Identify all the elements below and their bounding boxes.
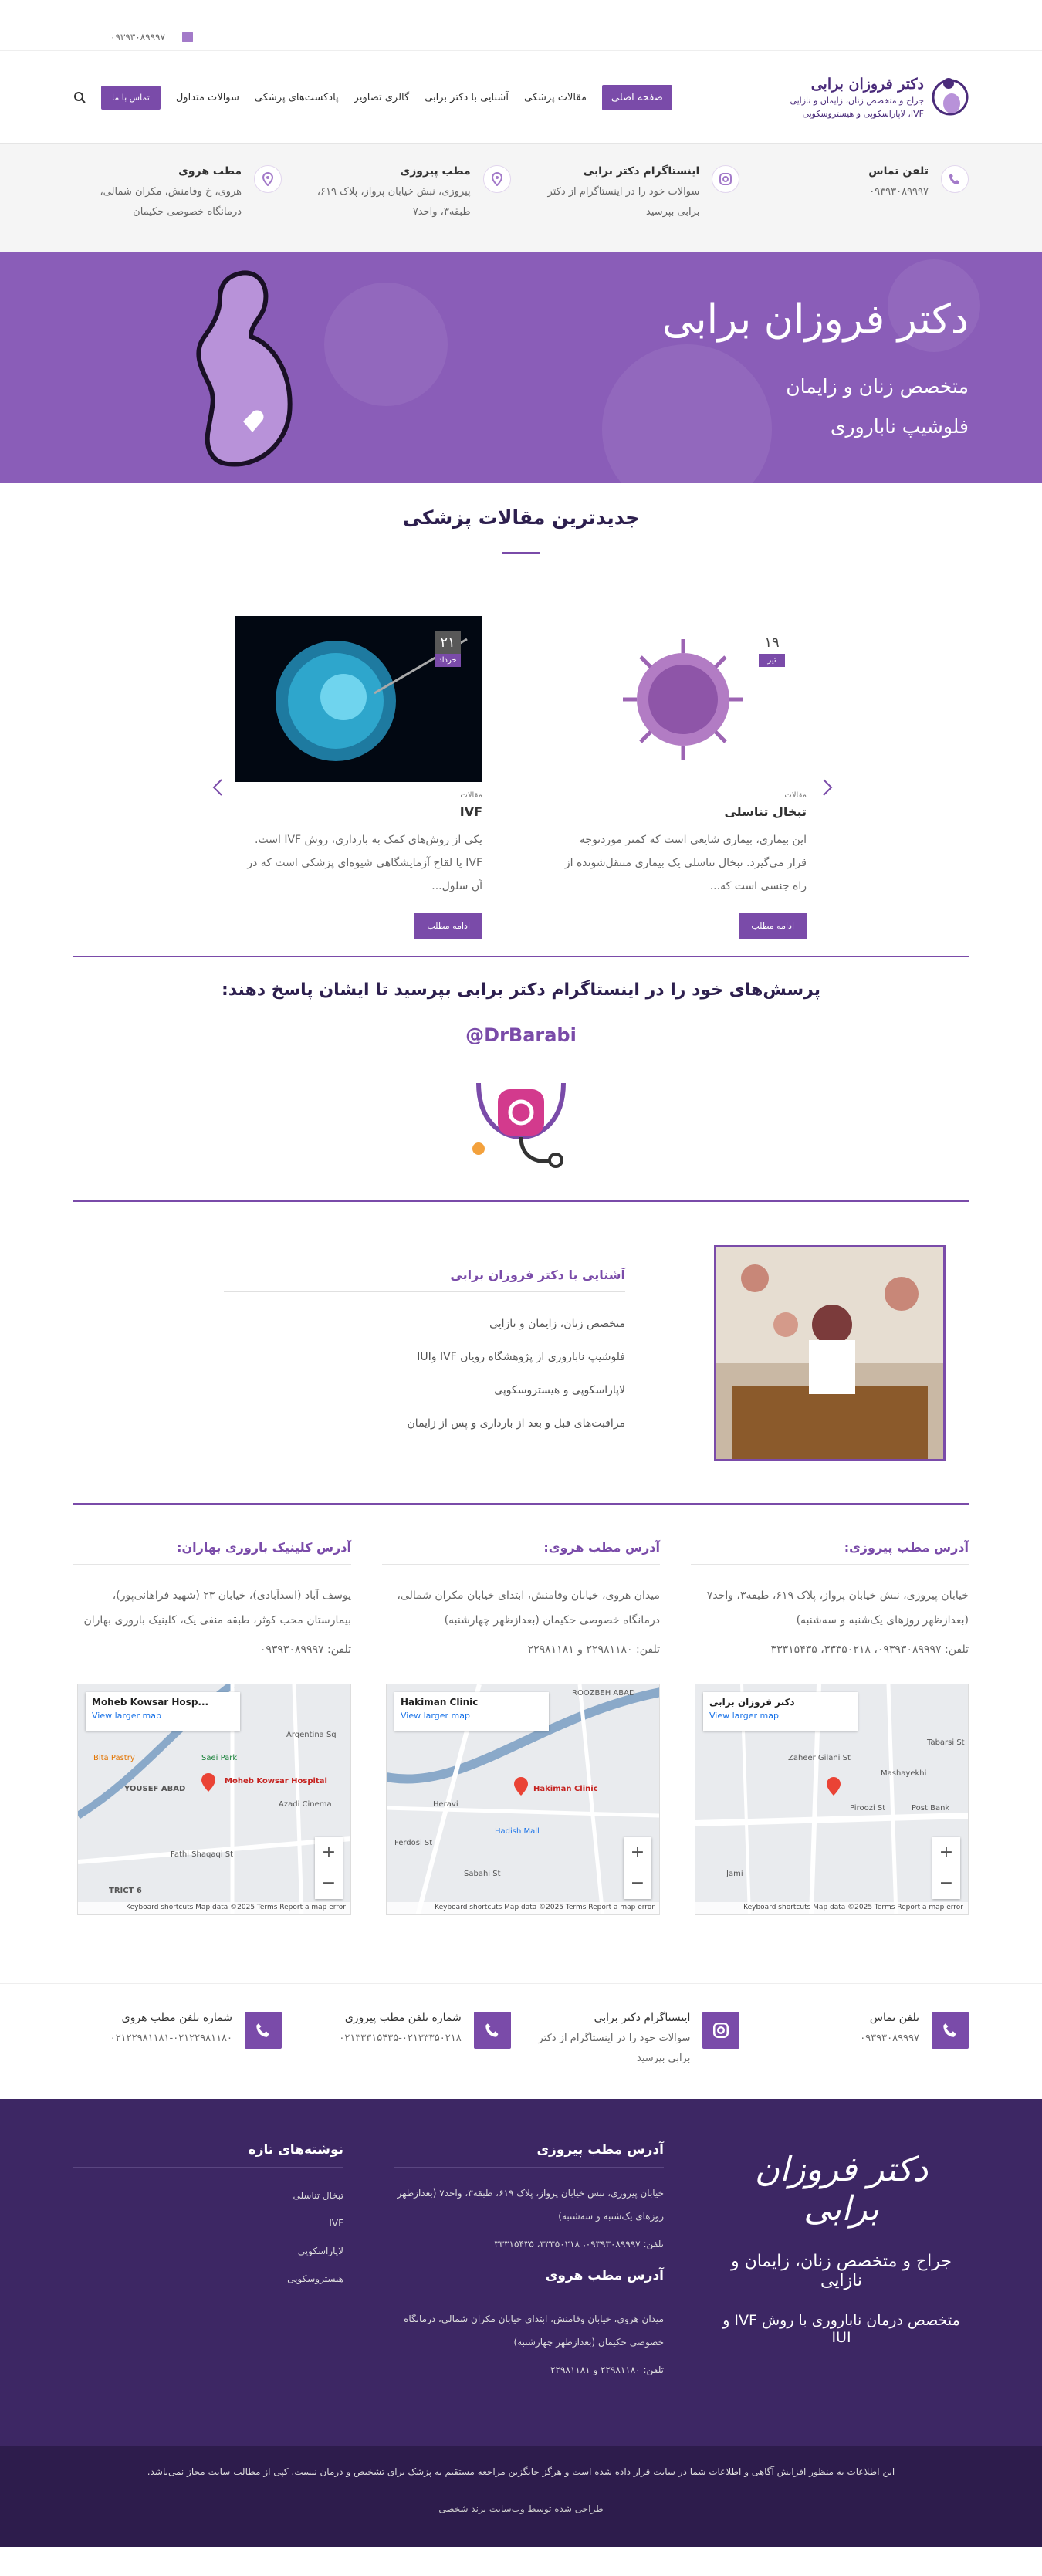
article-category[interactable]: مقالات (460, 791, 482, 800)
map-label: Jami (726, 1870, 743, 1878)
article-excerpt: این بیماری، بیماری شایعی است که کمتر موردتوجه قرار می‌گیرد. تبخال تناسلی یک بیماری منتقل‌شونده از راه جنسی است که... (564, 834, 807, 892)
zoom-out-icon[interactable]: − (321, 1874, 337, 1893)
site-header (0, 51, 1042, 144)
info-title: اینستاگرام دکتر برابی (583, 165, 700, 178)
read-more-button[interactable]: ادامه مطلب (739, 913, 807, 939)
hero-banner (0, 252, 1042, 483)
contact-desc: ۰۲۱۲۲۹۸۱۱۸۱-۰۲۱۲۲۹۸۱۱۸۰ (110, 2033, 233, 2044)
article-excerpt: یکی از روش‌های کمک به بارداری، روش IVF است. IVF یا لقاح آزمایشگاهی شیوه‌ای پزشکی است که در آن سلول... (247, 834, 482, 892)
info-heravi[interactable] (73, 165, 282, 222)
location-icon (254, 165, 282, 193)
article-card (560, 616, 807, 939)
info-desc: سوالات خود را در اینستاگرام از دکتر برابی بپرسید (547, 186, 700, 218)
copyright-bar (0, 2446, 1042, 2547)
pregnant-woman-illustration (166, 259, 320, 476)
about-list (224, 1308, 625, 1440)
contact-title: اینستاگرام دکتر برابی (594, 2012, 691, 2024)
map-label: Bita Pastry (93, 1754, 135, 1762)
map-label: Argentina Sq (286, 1731, 337, 1739)
virus-image[interactable] (560, 616, 807, 782)
map-zoom-controls[interactable] (932, 1837, 960, 1899)
phone-icon (182, 32, 193, 42)
view-larger-map-link[interactable]: View larger map (709, 1711, 779, 1721)
map-label: Ferdosi St (394, 1839, 433, 1847)
recent-post-link[interactable]: تبخال تناسلی (293, 2190, 343, 2201)
map-zoom-controls[interactable] (315, 1837, 343, 1899)
about-item: متخصص زنان، زایمان و نازایی (224, 1308, 625, 1341)
site-logo[interactable] (768, 69, 969, 125)
map-place-title: Hakiman Clinic (401, 1697, 479, 1708)
map-pin-icon[interactable] (201, 1773, 215, 1792)
pregnant-woman-logo-icon (932, 69, 969, 125)
map-label: Fathi Shaqaqi St (171, 1850, 234, 1859)
info-title: مطب هروی (178, 165, 242, 178)
info-desc: هروی، خ وفامنش، مکران شمالی، درمانگاه خصوصی حکیمان (100, 186, 242, 218)
map-footer: Keyboard shortcuts Map data ©2025 Terms Report a map error (387, 1902, 659, 1914)
zoom-in-icon[interactable]: + (321, 1843, 337, 1862)
article-date (435, 631, 461, 667)
info-title: مطب پیروزی (400, 165, 471, 178)
doctor-photo (714, 1245, 946, 1461)
map-footer: Keyboard shortcuts Map data ©2025 Terms Report a map error (78, 1902, 350, 1914)
nav-about[interactable]: آشنایی با دکتر برابی (425, 91, 509, 103)
recent-post-link[interactable]: IVF (329, 2218, 343, 2229)
contact-desc: ۰۹۳۹۳۰۸۹۹۹۷ (860, 2033, 919, 2044)
map-embed[interactable] (386, 1684, 660, 1915)
disclaimer-text: این اطلاعات به منظور افزایش آگاهی و اطلاعات شما در سایت قرار داده شده است و هرگز جایگزین مراجعه مستقیم به پزشک برای تشخیص و درمان نیست. کپی از مطالب سایت مجاز نمی‌باشد. (147, 2466, 895, 2477)
footer-logo-text: دکتر فروزان برابی (754, 2150, 929, 2229)
map-label: Hadish Mall (495, 1827, 540, 1836)
footer-address: میدان هروی، خیابان وفامنش، ابتدای خیابان مکران شمالی، درمانگاه خصوصی حکیمان (بعدازظهر چهارشنبه) (404, 2314, 664, 2348)
about-item: لاپاراسکوپی و هیستروسکوپی (224, 1374, 625, 1407)
phone-icon (932, 2012, 969, 2049)
contact-instagram[interactable] (531, 2012, 739, 2069)
contact-phone[interactable] (760, 2012, 969, 2069)
about-item: مراقبت‌های قبل و بعد از بارداری و پس از زایمان (224, 1407, 625, 1440)
footer-address: خیابان پیروزی، نبش خیابان پرواز، پلاک ۶۱۹، طبقه۳، واحد۷ (بعدازظهر روزهای یک‌شنبه و سه‌شنبه) (397, 2188, 664, 2222)
nav-home[interactable]: صفحه اصلی (602, 85, 672, 110)
nav-articles[interactable]: مقالات پزشکی (523, 91, 587, 103)
info-instagram[interactable] (531, 165, 739, 222)
map-place-title: دکتر فروزان برابی (709, 1697, 795, 1708)
nav-faq[interactable]: سوالات متداول (175, 91, 239, 103)
address-body: یوسف آباد (اسدآبادی)، خیابان ۲۳ (شهید فراهانی‌پور)، بیمارستان محب کوثر، طبقه منفی یک، کلینیک باروری بهاران (83, 1589, 351, 1627)
phone-icon (941, 165, 969, 193)
footer-tel: تلفن: ۲۲۹۸۱۱۸۰ و ۲۲۹۸۱۱۸۱ (550, 2364, 664, 2375)
map-label: Zaheer Gilani St (788, 1754, 851, 1762)
address-body: خیابان پیروزی، نبش خیابان پرواز، پلاک ۶۱۹، طبقه۳، واحد۷ (بعدازظهر روزهای یک‌شنبه و سه‌شنبه) (706, 1589, 969, 1627)
search-icon[interactable] (73, 91, 86, 103)
date-day: ۲۱ (435, 631, 461, 654)
contact-title: شماره تلفن مطب پیروزی (344, 2012, 462, 2024)
footer-addresses (394, 2142, 664, 2394)
phone-icon (245, 2012, 282, 2049)
address-tel: تلفن: ۰۹۳۹۳۰۸۹۹۹۷، ۳۳۳۵۰۲۱۸، ۳۳۳۱۵۴۳۵ (770, 1643, 969, 1656)
instagram-section (0, 957, 1042, 1200)
top-bar (0, 22, 1042, 51)
instagram-icon (702, 2012, 739, 2049)
contact-us-button[interactable]: تماس با ما (101, 86, 161, 110)
address-heravi (382, 1540, 660, 1983)
map-place-title: Moheb Kowsar Hosp... (92, 1697, 209, 1708)
map-label: Mashayekhi (881, 1769, 927, 1778)
map-label: YOUSEF ABAD (124, 1785, 186, 1793)
view-larger-map-link[interactable]: View larger map (92, 1711, 161, 1721)
instagram-question: پرسش‌های خود را در اینستاگرام دکتر برابی بپرسید تا ایشان پاسخ دهند: (221, 980, 821, 1000)
map-label: Post Bank (912, 1804, 950, 1813)
hero-subtitle-2: فلوشیپ ناباروری (830, 415, 969, 438)
instagram-icon (712, 165, 739, 193)
map-label: Piroozi St (850, 1804, 886, 1813)
recent-post-link[interactable]: هیستروسکوپی (287, 2273, 343, 2284)
footer-col-title: نوشته‌های تازه (73, 2142, 343, 2168)
date-month: تیر (759, 654, 785, 667)
article-date (759, 631, 785, 667)
read-more-button[interactable]: ادامه مطلب (414, 913, 482, 939)
chevron-right-icon[interactable] (820, 778, 833, 797)
addresses-section (0, 1505, 1042, 1983)
contact-piroozi-phone[interactable] (303, 2012, 511, 2069)
article-title[interactable]: IVF (459, 804, 482, 819)
contact-title: شماره تلفن مطب هروی (121, 2012, 233, 2024)
map-label: TRICT 6 (109, 1887, 142, 1895)
info-desc: پیروزی، نبش خیابان پرواز، پلاک ۶۱۹، طبقه۳، واحد۷ (316, 186, 471, 218)
footer-tagline-2: متخصص درمان ناباروری با روش IVF و IUI (722, 2312, 960, 2346)
address-body: میدان هروی، خیابان وفامنش، ابتدای خیابان مکران شمالی، درمانگاه خصوصی حکیمان (بعدازظهر چهارشنبه) (397, 1589, 660, 1627)
instagram-stethoscope-icon[interactable] (455, 1068, 587, 1176)
contact-desc: ۰۲۱۳۳۳۱۵۴۳۵-۰۲۱۳۳۳۵۰۲۱۸ (339, 2033, 462, 2044)
articles-section (0, 483, 1042, 956)
map-label: Heravi (433, 1800, 458, 1809)
footer-logo (714, 2142, 969, 2394)
map-label: ROOZBEH ABAD (572, 1689, 635, 1698)
title-divider (502, 552, 540, 554)
logo-title: دکتر فروزان برابی (810, 76, 924, 93)
contact-strip (0, 1983, 1042, 2099)
logo-subtitle: جراح و متخصص زنان، زایمان و نازایی (790, 96, 924, 106)
about-item: فلوشیپ ناباروری از پژوهشگاه رویان IVF وIUI (224, 1341, 625, 1374)
address-title: آدرس مطب هروی: (382, 1540, 660, 1565)
address-title: آدرس کلینیک باروری بهاران: (73, 1540, 351, 1565)
main-nav (73, 85, 672, 110)
about-text (224, 1268, 625, 1440)
site-footer (0, 2099, 1042, 2446)
article-title[interactable]: تبخال تناسلی (724, 804, 807, 819)
date-day: ۱۹ (764, 635, 780, 651)
topbar-phone-number: ۰۹۳۹۳۰۸۹۹۹۷ (110, 32, 165, 42)
instagram-handle[interactable]: @DrBarabi (465, 1024, 577, 1046)
map-info-card (394, 1692, 549, 1731)
info-phone[interactable] (760, 165, 969, 222)
map-embed[interactable] (695, 1684, 969, 1915)
contact-title: تلفن تماس (869, 2012, 919, 2024)
location-icon (483, 165, 511, 193)
info-piroozi[interactable] (303, 165, 511, 222)
footer-tel: تلفن: ۰۹۳۹۳۰۸۹۹۹۷، ۳۳۳۵۰۲۱۸، ۳۳۳۱۵۴۳۵ (494, 2239, 664, 2249)
page-bottom (0, 2547, 1042, 2576)
map-label: Hakiman Clinic (533, 1785, 598, 1793)
nav-podcasts[interactable]: پادکست‌های پزشکی (254, 91, 339, 103)
designer-credit[interactable]: طراحی شده توسط وب‌سایت برند شخصی (438, 2503, 604, 2514)
address-tel: تلفن: ۲۲۹۸۱۱۸۰ و ۲۲۹۸۱۱۸۱ (527, 1643, 660, 1656)
address-tel: تلفن: ۰۹۳۹۳۰۸۹۹۹۷ (259, 1643, 351, 1656)
phone-icon (474, 2012, 511, 2049)
zoom-out-icon[interactable]: − (939, 1874, 954, 1893)
map-label: Azadi Cinema (279, 1800, 332, 1809)
map-zoom-controls[interactable] (624, 1837, 651, 1899)
map-pin-icon[interactable] (827, 1777, 841, 1796)
map-pin-icon[interactable] (514, 1777, 528, 1796)
article-card (235, 616, 482, 939)
footer-col-title: آدرس مطب پیروزی (394, 2142, 664, 2168)
nav-gallery[interactable]: گالری تصاویر (354, 91, 410, 103)
footer-col-title: آدرس مطب هروی (394, 2268, 664, 2293)
info-strip (0, 144, 1042, 252)
map-footer: Keyboard shortcuts Map data ©2025 Terms Report a map error (695, 1902, 968, 1914)
map-info-card (86, 1692, 240, 1731)
articles-carousel (235, 616, 807, 956)
logo-subtitle-2: IVF، لاپاراسکوپی و هیستروسکوپی (802, 109, 924, 119)
hero-subtitle: متخصص زنان و زایمان (786, 375, 969, 398)
about-section (0, 1202, 1042, 1503)
about-title[interactable]: آشنایی با دکتر فروزان برابی (224, 1268, 625, 1292)
footer-recent-posts (73, 2142, 343, 2394)
address-title: آدرس مطب پیروزی: (691, 1540, 969, 1565)
contact-desc: سوالات خود را در اینستاگرام از دکتر برابی بپرسید (538, 2033, 691, 2064)
footer-tagline: جراح و متخصص زنان، زایمان و نازایی (730, 2252, 952, 2290)
info-title: تلفن تماس (868, 165, 929, 178)
map-info-card (703, 1692, 858, 1731)
chevron-left-icon[interactable] (212, 778, 225, 797)
date-month: خرداد (435, 654, 461, 667)
topbar-phone[interactable] (110, 32, 193, 42)
hero-title: دکتر فروزان برابی (661, 296, 969, 343)
zoom-in-icon[interactable]: + (630, 1843, 645, 1862)
address-baharan (73, 1540, 351, 1983)
map-label: Tabarsi St (927, 1738, 965, 1747)
address-piroozi (691, 1540, 969, 1983)
map-label: Moheb Kowsar Hospital (225, 1777, 327, 1786)
article-category[interactable]: مقالات (784, 791, 807, 800)
articles-title: جدیدترین مقالات پزشکی (402, 506, 640, 529)
contact-heravi-phone[interactable] (73, 2012, 282, 2069)
info-desc: ۰۹۳۹۳۰۸۹۹۹۷ (869, 186, 929, 198)
embryo-image[interactable] (235, 616, 482, 782)
zoom-out-icon[interactable]: − (630, 1874, 645, 1893)
map-embed[interactable] (77, 1684, 351, 1915)
map-label: Sabahi St (464, 1870, 501, 1878)
view-larger-map-link[interactable]: View larger map (401, 1711, 470, 1721)
recent-post-link[interactable]: لاپاراسکوپی (297, 2246, 343, 2256)
map-label: Saei Park (201, 1754, 238, 1762)
zoom-in-icon[interactable]: + (939, 1843, 954, 1862)
